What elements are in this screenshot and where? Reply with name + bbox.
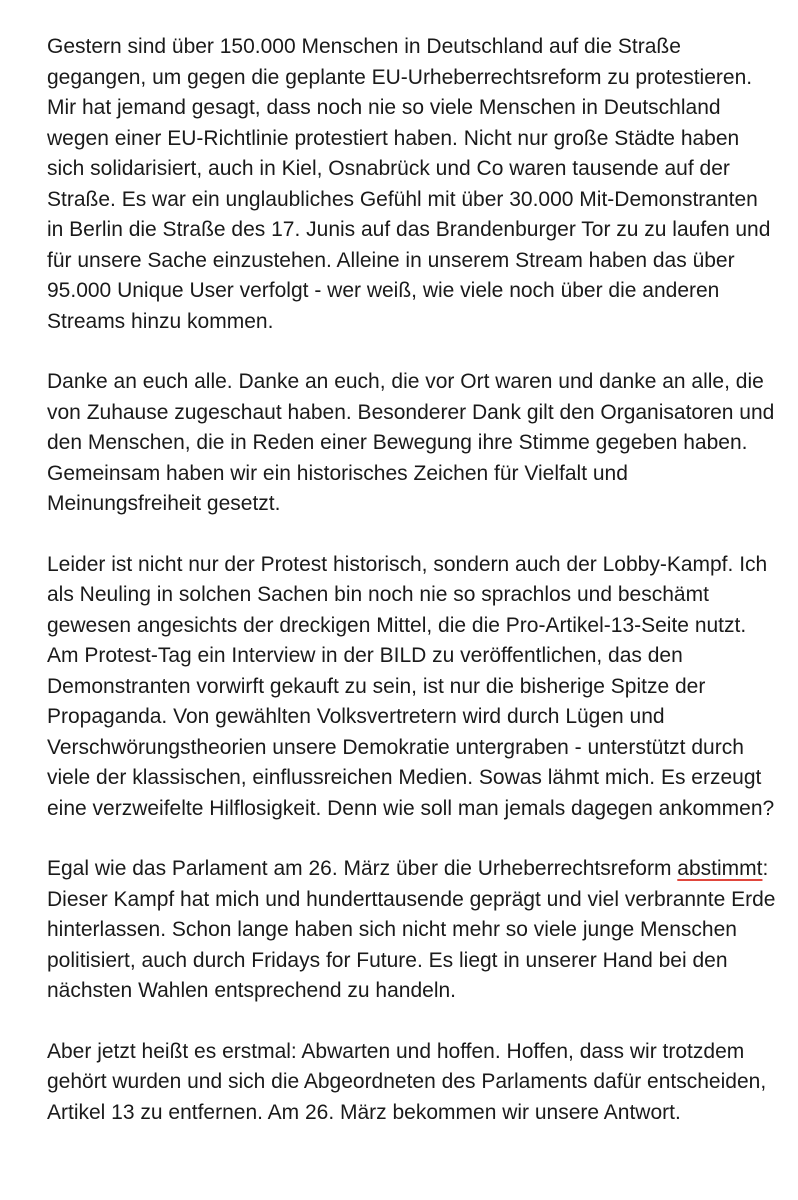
paragraph-thanks: Danke an euch alle. Danke an euch, die vor Ort waren und danke an alle, die von Zuhause zugeschaut haben. Besonderer Dank gilt den Organisatoren und den Menschen, die in Reden einer Bewegung ihre Stimme gegeben haben. Gemeinsam haben wir ein historisches Zeichen für Vielfalt und Meinungsfreiheit gesetzt.: [47, 370, 775, 515]
paragraph-lobby-criticism: Leider ist nicht nur der Protest historisch, sondern auch der Lobby-Kampf. Ich als Neuling in solchen Sachen bin noch nie so sprachlos und beschämt gewesen angesichts der dreckigen Mittel, die die Pro-Artikel-13-Seite nutzt. Am Protest-Tag ein Interview in der BILD zu veröffentlichen, das den Demonstranten vorwirft gekauft zu sein, ist nur die bisherige Spitze der Propaganda. Von gewählten Volksvertretern wird durch Lügen und Verschwörungstheorien unsere Demokratie untergraben - unterstützt durch viele der klassischen, einflussreichen Medien. Sowas lähmt mich. Es erzeugt eine verzweifelte Hilflosigkeit. Denn wie soll man jemals dagegen ankommen?: [47, 552, 775, 820]
document-body: [47, 32, 777, 1158]
paragraph-vote-outlook: [47, 854, 777, 1007]
paragraph-vote-outlook-start: Egal wie das Parlament am 26. März über die Urheberrechtsreform: [47, 857, 678, 880]
paragraph-protest-report: Gestern sind über 150.000 Menschen in Deutschland auf die Straße gegangen, um gegen die geplante EU-Urheberrechtsreform zu protestieren. Mir hat jemand gesagt, dass noch nie so viele Menschen in Deutschland wegen einer EU-Richtlinie protestiert haben. Nicht nur große Städte haben sich solidarisiert, auch in Kiel, Osnabrück und Co waren tausende auf der Straße. Es war ein unglaubliches Gefühl mit über 30.000 Mit-Demonstranten in Berlin die Straße des 17. Junis auf das Brandenburger Tor zu zu laufen und für unsere Sache einzustehen. Alleine in unserem Stream haben das über 95.000 Unique User verfolgt - wer weiß, wie viele noch über die anderen Streams hinzu kommen.: [47, 35, 771, 333]
paragraph-vote-outlook-rest: : Dieser Kampf hat mich und hunderttausende geprägt und viel verbrannte Erde hinterlassen. Schon lange haben sich nicht mehr so viele junge Menschen politisiert, auch durch Fridays for Future. Es liegt in unserer Hand bei den nächsten Wahlen entsprechend zu handeln.: [47, 857, 776, 1002]
paragraph-conclusion: Aber jetzt heißt es erstmal: Abwarten und hoffen. Hoffen, dass wir trotzdem gehört wurden und sich die Abgeordneten des Parlaments dafür entscheiden, Artikel 13 zu entfernen. Am 26. März bekommen wir unsere Antwort.: [47, 1039, 767, 1124]
spellcheck-marked-word[interactable]: abstimmt: [677, 857, 763, 880]
